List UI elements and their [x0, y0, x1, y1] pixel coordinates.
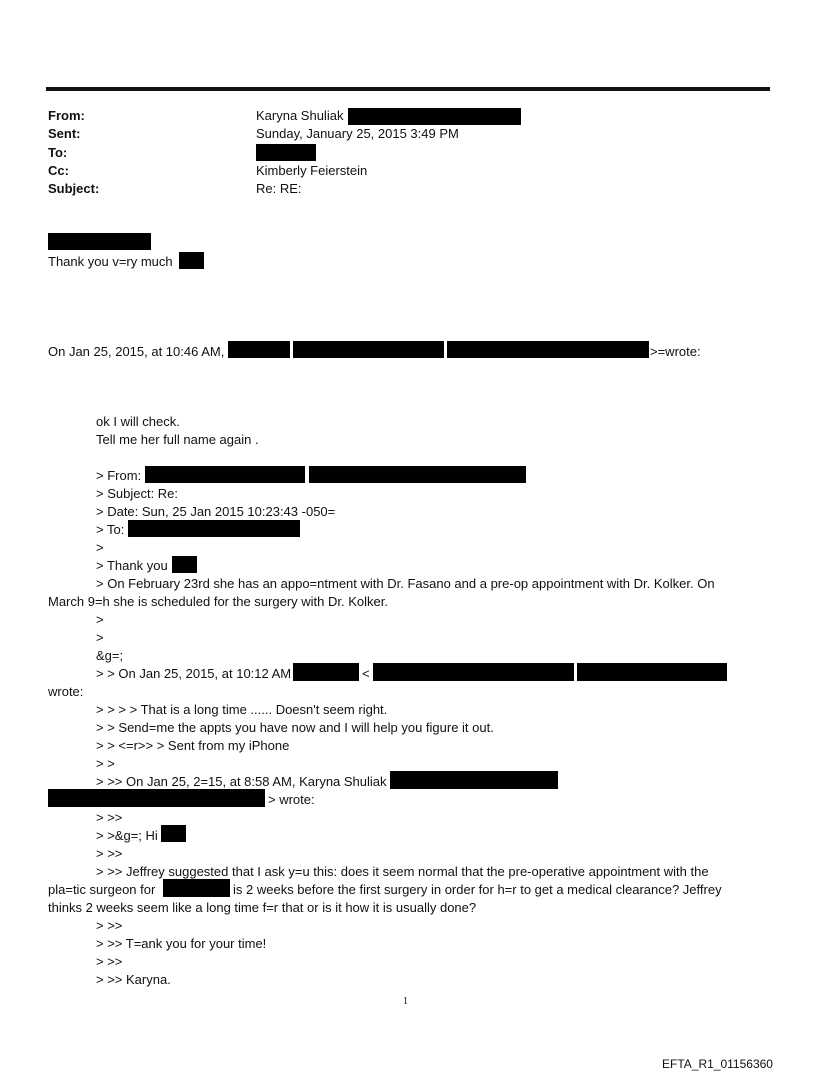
body-line: &g=; — [96, 648, 124, 663]
body-line: > > <=r>> > Sent from my iPhone — [96, 738, 290, 753]
header-rule — [46, 87, 770, 91]
redaction — [161, 825, 186, 842]
body-line: > >> — [96, 810, 123, 825]
body-line: On Jan 25, 2015, at 10:46 AM, — [48, 344, 225, 359]
body-line: > >> — [96, 918, 123, 933]
redaction — [163, 879, 230, 897]
body-line: Thank you v=ry much — [48, 254, 173, 269]
cc-label: Cc: — [48, 163, 69, 178]
redaction — [348, 108, 521, 125]
body-line: > >&g=; Hi — [96, 828, 158, 843]
redaction — [293, 341, 444, 358]
cc-value: Kimberly Feierstein — [256, 163, 368, 178]
to-label: To: — [48, 145, 68, 160]
body-line: >=wrote: — [650, 344, 701, 359]
sent-value: Sunday, January 25, 2015 3:49 PM — [256, 126, 459, 141]
body-line: > > > > That is a long time ...... Doesn't seem right. — [96, 702, 388, 717]
body-line: > >> — [96, 954, 123, 969]
body-line: March 9=h she is scheduled for the surgery with Dr. Kolker. — [48, 594, 388, 609]
body-line: > Subject: Re: — [96, 486, 179, 501]
body-line: > >> T=ank you for your time! — [96, 936, 267, 951]
body-line: > — [96, 612, 104, 627]
body-line: < — [362, 666, 370, 681]
redaction — [309, 466, 526, 483]
body-line: > wrote: — [268, 792, 315, 807]
body-line: thinks 2 weeks seem like a long time f=r that or is it how it is usually done? — [48, 900, 477, 915]
body-line: > >> On Jan 25, 2=15, at 8:58 AM, Karyna Shuliak — [96, 774, 387, 789]
redaction — [447, 341, 649, 358]
body-line: > To: — [96, 522, 125, 537]
body-line: > >> Jeffrey suggested that I ask y=u this: does it seem normal that the pre-operative appointment with the — [96, 864, 709, 879]
redaction — [293, 663, 359, 681]
body-line: > >> Karyna. — [96, 972, 171, 987]
redaction — [256, 144, 316, 161]
redaction — [373, 663, 574, 681]
body-line: > > On Jan 25, 2015, at 10:12 AM — [96, 666, 292, 681]
body-line: > > — [96, 756, 115, 771]
redaction — [48, 789, 265, 807]
body-line: > >> — [96, 846, 123, 861]
redaction — [172, 556, 197, 573]
body-line: Tell me her full name again . — [96, 432, 259, 447]
document-id: EFTA_R1_01156360 — [662, 1057, 773, 1071]
body-line: > — [96, 540, 104, 555]
subject-value: Re: RE: — [256, 181, 302, 196]
page-number: 1 — [403, 996, 408, 1007]
redaction — [390, 771, 558, 789]
body-line: is 2 weeks before the first surgery in order for h=r to get a medical clearance? Jeffrey — [233, 882, 722, 897]
body-line: > > Send=me the appts you have now and I will help you figure it out. — [96, 720, 494, 735]
body-line: > Thank you — [96, 558, 168, 573]
body-line: pla=tic surgeon for — [48, 882, 156, 897]
redaction — [228, 341, 290, 358]
body-line: > From: — [96, 468, 142, 483]
redaction — [48, 233, 151, 250]
body-line: wrote: — [48, 684, 84, 699]
redaction — [179, 252, 204, 269]
subject-label: Subject: — [48, 181, 100, 196]
body-line: > Date: Sun, 25 Jan 2015 10:23:43 -050= — [96, 504, 336, 519]
redaction — [128, 520, 300, 537]
from-value: Karyna Shuliak — [256, 108, 344, 123]
body-line: > — [96, 630, 104, 645]
sent-label: Sent: — [48, 126, 81, 141]
redaction — [577, 663, 727, 681]
body-line: ok I will check. — [96, 414, 180, 429]
redaction — [145, 466, 305, 483]
body-line: > On February 23rd she has an appo=ntment with Dr. Fasano and a pre-op appointment with Dr. Kolker. On — [96, 576, 715, 591]
from-label: From: — [48, 108, 85, 123]
